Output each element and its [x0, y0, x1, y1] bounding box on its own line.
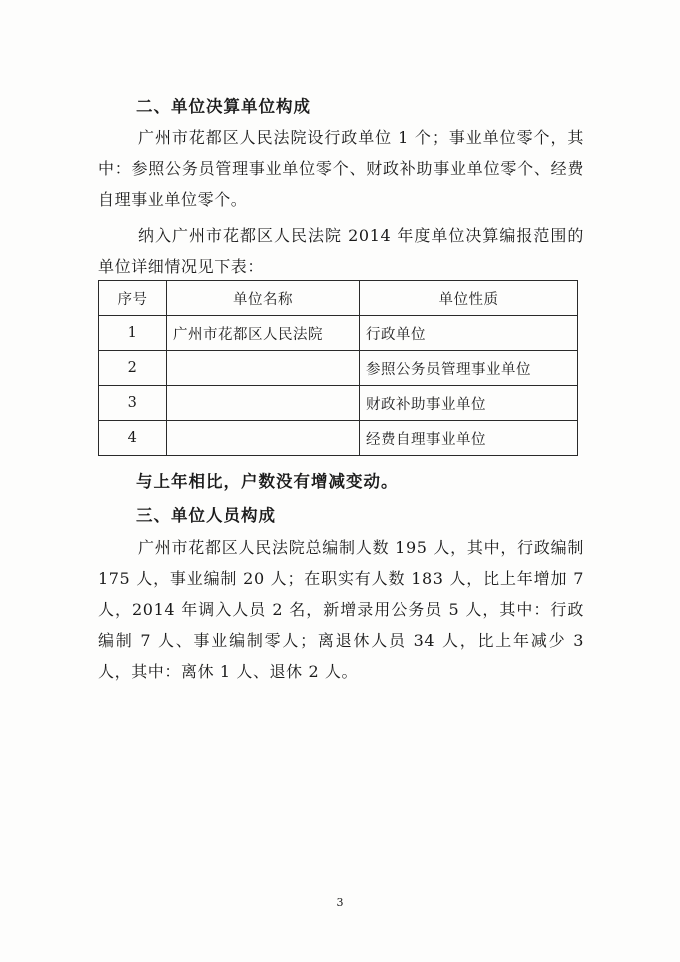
section2-paragraph-1: 广州市花都区人民法院设行政单位 1 个；事业单位零个，其中：参照公务员管理事业单位零个、财政补助事业单位零个、经费自理事业单位零个。	[98, 128, 584, 209]
summary-line: 与上年相比，户数没有增减变动。	[136, 472, 399, 491]
table-row	[99, 351, 578, 386]
table-row	[99, 421, 578, 456]
row-type: 财政补助事业单位	[360, 386, 578, 421]
section2-paragraph-2: 纳入广州市花都区人民法院 2014 年度单位决算编报范围的单位详细情况见下表：	[98, 226, 584, 276]
section2-heading: 二、单位决算单位构成	[136, 97, 311, 116]
table-row	[99, 316, 578, 351]
section3-paragraph: 广州市花都区人民法院总编制人数 195 人，其中，行政编制 175 人，事业编制 20 人；在职实有人数 183 人，比上年增加 7 人，2014 年调入人员 2 名，新增录用公务员 5 人，其中：行政编制 7 人、事业编制零人；离退休人员 34 人，比上年减少 3 人，其中：离休 1 人、退休 2 人。	[98, 538, 584, 681]
row-type: 参照公务员管理事业单位	[360, 351, 578, 386]
row-name: 广州市花都区人民法院	[167, 316, 360, 351]
unit-table	[98, 280, 578, 456]
row-no: 4	[99, 421, 167, 456]
page-number: 3	[336, 896, 344, 909]
row-name	[167, 386, 360, 421]
header-type: 单位性质	[360, 281, 578, 316]
header-no: 序号	[99, 281, 167, 316]
row-no: 2	[99, 351, 167, 386]
section3-heading: 三、单位人员构成	[136, 506, 276, 525]
table-row	[99, 386, 578, 421]
row-type: 行政单位	[360, 316, 578, 351]
table-header-row	[99, 281, 578, 316]
row-name	[167, 421, 360, 456]
row-name	[167, 351, 360, 386]
row-type: 经费自理事业单位	[360, 421, 578, 456]
header-name: 单位名称	[167, 281, 360, 316]
row-no: 1	[99, 316, 167, 351]
row-no: 3	[99, 386, 167, 421]
